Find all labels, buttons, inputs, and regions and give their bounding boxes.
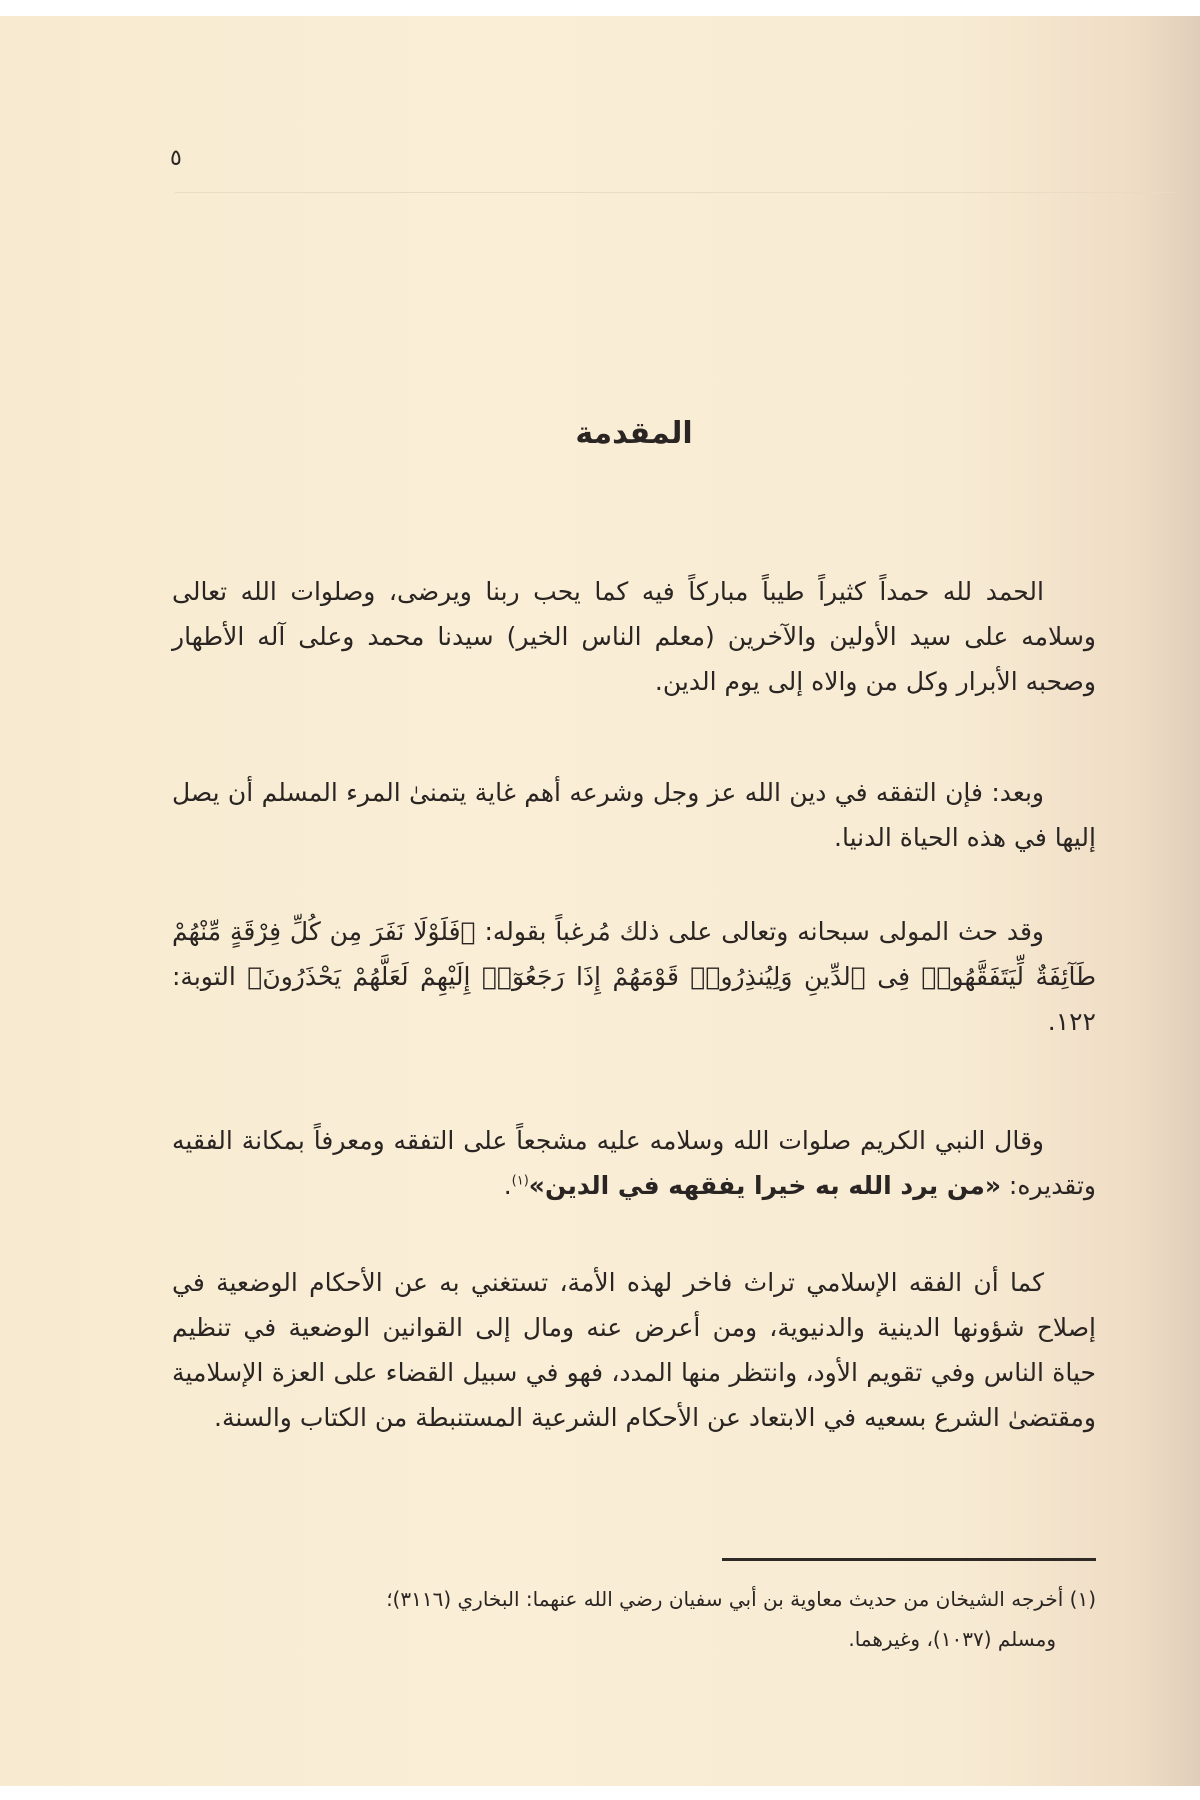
paragraph-quran-verse (172, 909, 1096, 1044)
book-page (0, 16, 1200, 1786)
paragraph-text: الحمد لله حمداً كثيراً طيباً مباركاً فيه كما يحب ربنا ويرضى، وصلوات الله تعالى وسلامه على سيد الأولين والآخرين (معلم الناس الخير) سيدنا محمد وعلى آله الأطهار وصحبه الأبرار وكل من والاه إلى يوم الدين. (172, 577, 1096, 696)
paragraph-text: وبعد: فإن التفقه في دين الله عز وجل وشرعه أهم غاية يتمنىٰ المرء المسلم أن يصل إليها في هذه الحياة الدنيا. (172, 778, 1096, 852)
paragraph-hadith (172, 1118, 1096, 1208)
footnote-reference[interactable]: (١) (511, 1173, 529, 1189)
footnote-line-2: ومسلم (١٠٣٧)، وغيرهما. (848, 1627, 1056, 1651)
footnote-line-1: أخرجه الشيخان من حديث معاوية بن أبي سفيان رضي الله عنهما: البخاري (٣١١٦)؛ (386, 1587, 1070, 1611)
paragraph-opening-praise (172, 569, 1096, 704)
verse-reference: التوبة: ١٢٢. (172, 962, 1096, 1036)
paragraph-introduction (172, 770, 1096, 860)
footnote-marker: (١) (1069, 1587, 1096, 1611)
chapter-title: المقدمة (575, 416, 693, 451)
paragraph-intro: وقال النبي الكريم صلوات الله وسلامه عليه مشجعاً على التفقه ومعرفاً بمكانة الفقيه وتقديره: (172, 1126, 1096, 1200)
header-rule (175, 192, 1175, 193)
paragraph-end: . (503, 1171, 512, 1200)
paragraph-text: كما أن الفقه الإسلامي تراث فاخر لهذه الأمة، تستغني به عن الأحكام الوضعية في إصلاح شؤونها الدينية والدنيوية، ومن أعرض عنه ومال إلى القوانين الوضعية في تنظيم حياة الناس وفي تقويم الأود، وانتظر منها المدد، فهو في سبيل القضاء على العزة الإسلامية ومقتضىٰ الشرع بسعيه في الابتعاد عن الأحكام الشرعية المستنبطة من الكتاب والسنة. (172, 1268, 1096, 1432)
page-number: ٥ (170, 146, 182, 171)
footnote (172, 1579, 1096, 1659)
paragraph-intro: وقد حث المولى سبحانه وتعالى على ذلك مُرغباً بقوله: (475, 917, 1044, 946)
hadith-quote: «من يرد الله به خيرا يفقهه في الدين» (528, 1171, 1001, 1200)
quran-quote: ﴿فَلَوْلَا نَفَرَ مِن كُلِّ فِرْقَةٍ مِّنْهُمْ طَآئِفَةٌ لِّيَتَفَقَّهُوا۟ فِى ٱلدِّينِ وَلِيُنذِرُوا۟ قَوْمَهُمْ إِذَا رَجَعُوٓا۟ إِلَيْهِمْ لَعَلَّهُمْ يَحْذَرُونَ﴾ (172, 917, 1097, 991)
paragraph-fiqh-heritage (172, 1260, 1096, 1440)
footnote-separator (722, 1558, 1096, 1561)
